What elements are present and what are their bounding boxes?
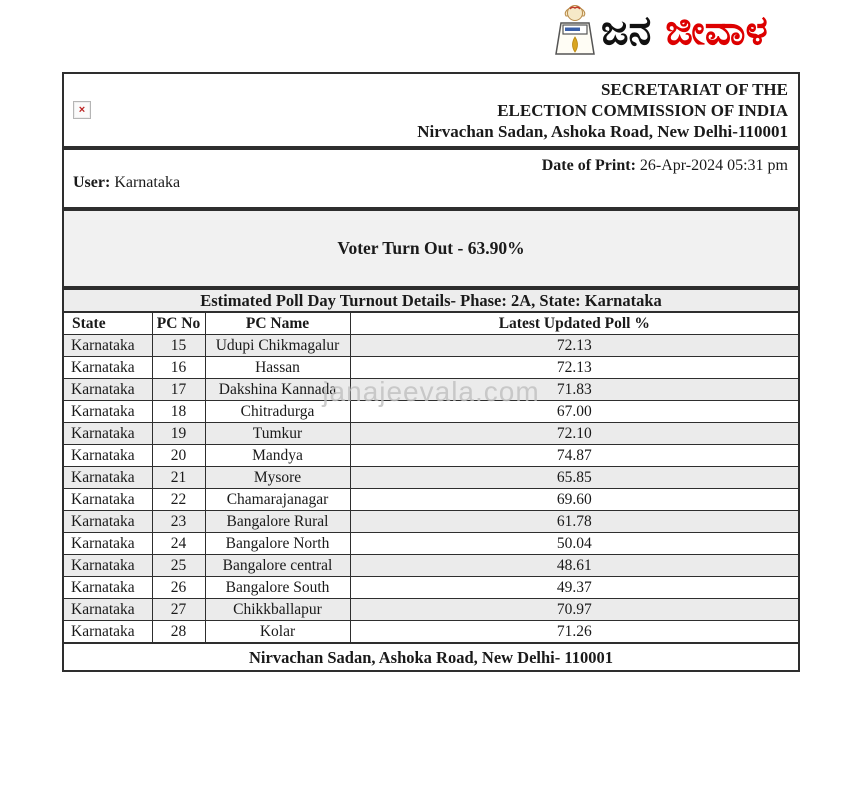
- letterhead-text: [100, 79, 788, 142]
- poll-percent-cell: 72.13: [350, 335, 799, 357]
- site-name-kannada-black: ಜನ: [601, 6, 652, 54]
- turnout-table: [62, 288, 800, 672]
- table-row: [63, 335, 799, 357]
- print-meta-box: [62, 148, 800, 209]
- letterhead-line3: Nirvachan Sadan, Ashoka Road, New Delhi-110001: [417, 122, 788, 141]
- table-footer-row: [63, 643, 799, 671]
- pc-name-cell: Bangalore central: [205, 555, 350, 577]
- state-cell: Karnataka: [63, 445, 152, 467]
- voter-turnout-banner: [62, 209, 800, 288]
- table-footer-text: Nirvachan Sadan, Ashoka Road, New Delhi- 110001: [63, 643, 799, 671]
- pc-name-cell: Chamarajanagar: [205, 489, 350, 511]
- table-body: [63, 335, 799, 644]
- poll-percent-cell: 61.78: [350, 511, 799, 533]
- state-cell: Karnataka: [63, 621, 152, 644]
- report-user-value: Karnataka: [114, 174, 181, 191]
- pc-name-cell: Mandya: [205, 445, 350, 467]
- pc-no-cell: 24: [152, 533, 205, 555]
- poll-percent-cell: 65.85: [350, 467, 799, 489]
- table-row: [63, 423, 799, 445]
- pc-no-cell: 26: [152, 577, 205, 599]
- pc-no-cell: 21: [152, 467, 205, 489]
- pc-no-cell: 15: [152, 335, 205, 357]
- letterhead-line1: SECRETARIAT OF THE: [600, 80, 788, 99]
- table-row: [63, 555, 799, 577]
- pc-no-cell: 16: [152, 357, 205, 379]
- pc-name-cell: Kolar: [205, 621, 350, 644]
- pc-no-cell: 18: [152, 401, 205, 423]
- poll-percent-cell: 67.00: [350, 401, 799, 423]
- state-cell: Karnataka: [63, 467, 152, 489]
- poll-percent-cell: 69.60: [350, 489, 799, 511]
- poll-percent-cell: 72.10: [350, 423, 799, 445]
- state-cell: Karnataka: [63, 555, 152, 577]
- table-row: [63, 401, 799, 423]
- date-of-print: [542, 157, 788, 175]
- state-cell: Karnataka: [63, 489, 152, 511]
- table-row: [63, 621, 799, 644]
- table-row: [63, 511, 799, 533]
- pc-name-cell: Tumkur: [205, 423, 350, 445]
- table-row: [63, 599, 799, 621]
- pc-no-cell: 19: [152, 423, 205, 445]
- poll-percent-cell: 71.26: [350, 621, 799, 644]
- state-cell: Karnataka: [63, 511, 152, 533]
- poll-percent-cell: 74.87: [350, 445, 799, 467]
- state-cell: Karnataka: [63, 599, 152, 621]
- pc-no-cell: 28: [152, 621, 205, 644]
- pc-no-cell: 23: [152, 511, 205, 533]
- poll-percent-cell: 50.04: [350, 533, 799, 555]
- poll-percent-cell: 72.13: [350, 357, 799, 379]
- pc-no-cell: 20: [152, 445, 205, 467]
- date-of-print-label: Date of Print:: [541, 157, 636, 174]
- col-header-pc-no: PC No: [152, 312, 205, 335]
- table-row: [63, 577, 799, 599]
- pc-name-cell: Mysore: [205, 467, 350, 489]
- date-of-print-value: 26-Apr-2024 05:31 pm: [639, 157, 788, 174]
- table-row: [63, 489, 799, 511]
- state-cell: Karnataka: [63, 357, 152, 379]
- letterhead-line2: ELECTION COMMISSION OF INDIA: [497, 101, 788, 120]
- table-row: [63, 533, 799, 555]
- pc-name-cell: Udupi Chikmagalur: [205, 335, 350, 357]
- pc-no-cell: 22: [152, 489, 205, 511]
- col-header-state: State: [63, 312, 152, 335]
- col-header-pc-name: PC Name: [205, 312, 350, 335]
- state-cell: Karnataka: [63, 423, 152, 445]
- site-logo: [553, 3, 768, 57]
- site-name-kannada-red: ಜೀವಾಳ: [665, 6, 768, 54]
- pc-name-cell: Dakshina Kannada: [205, 379, 350, 401]
- pc-name-cell: Chitradurga: [205, 401, 350, 423]
- state-cell: Karnataka: [63, 401, 152, 423]
- pc-name-cell: Bangalore North: [205, 533, 350, 555]
- ballot-mascot-icon: [553, 4, 597, 56]
- table-row: [63, 445, 799, 467]
- table-row: [63, 467, 799, 489]
- pc-no-cell: 25: [152, 555, 205, 577]
- state-cell: Karnataka: [63, 379, 152, 401]
- site-watermark: janajeevala.com: [322, 376, 540, 407]
- table-title-row: [63, 289, 799, 312]
- letterhead-box: [62, 72, 800, 148]
- col-header-poll-percent: Latest Updated Poll %: [350, 312, 799, 335]
- table-row: [63, 379, 799, 401]
- poll-percent-cell: 70.97: [350, 599, 799, 621]
- table-title: Estimated Poll Day Turnout Details- Phase: 2A, State: Karnataka: [63, 289, 799, 312]
- eci-turnout-report: [62, 72, 800, 672]
- voter-turnout-text: Voter Turn Out - 63.90%: [337, 238, 525, 258]
- pc-name-cell: Hassan: [205, 357, 350, 379]
- pc-name-cell: Bangalore Rural: [205, 511, 350, 533]
- report-user-label: User:: [73, 174, 111, 191]
- report-user: [73, 174, 180, 192]
- broken-image-icon: ×: [73, 101, 91, 119]
- state-cell: Karnataka: [63, 577, 152, 599]
- state-cell: Karnataka: [63, 335, 152, 357]
- poll-percent-cell: 71.83: [350, 379, 799, 401]
- pc-no-cell: 17: [152, 379, 205, 401]
- pc-no-cell: 27: [152, 599, 205, 621]
- state-cell: Karnataka: [63, 533, 152, 555]
- poll-percent-cell: 49.37: [350, 577, 799, 599]
- pc-name-cell: Chikkballapur: [205, 599, 350, 621]
- poll-percent-cell: 48.61: [350, 555, 799, 577]
- table-header-row: [63, 312, 799, 335]
- pc-name-cell: Bangalore South: [205, 577, 350, 599]
- table-row: [63, 357, 799, 379]
